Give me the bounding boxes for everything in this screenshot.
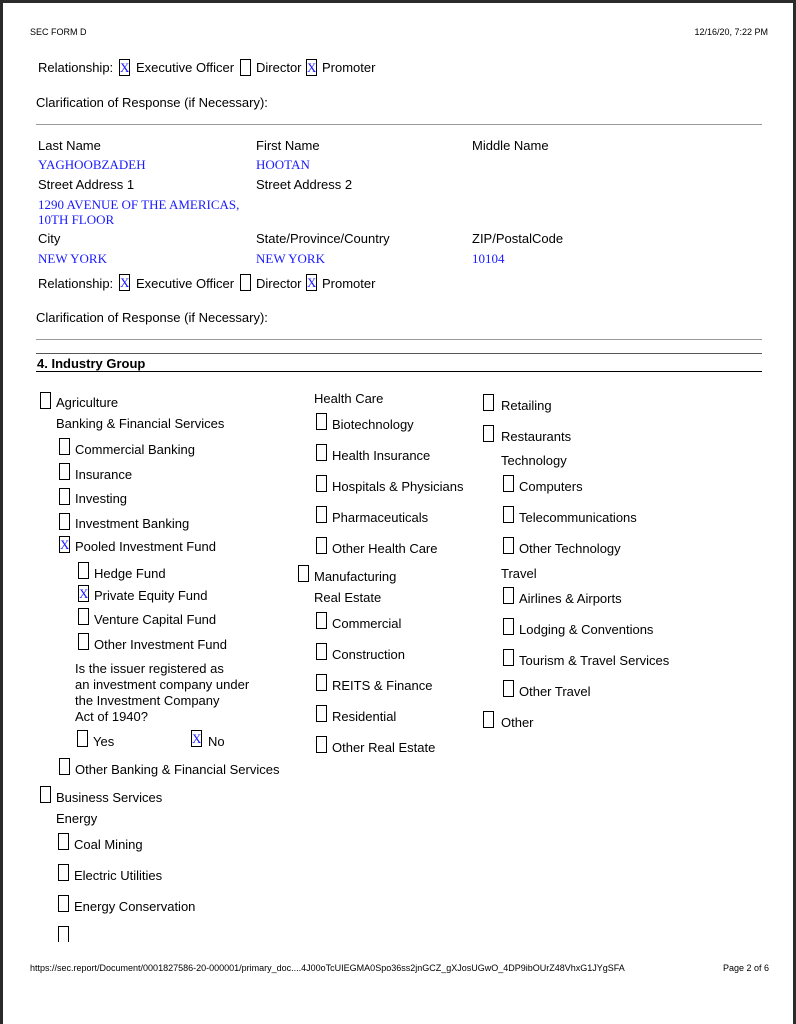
street-address-1-line1: 1290 AVENUE OF THE AMERICAS, bbox=[38, 197, 240, 212]
clarification-label: Clarification of Response (if Necessary): bbox=[36, 95, 268, 110]
no-label: No bbox=[208, 734, 225, 749]
other-health-care-label: Other Health Care bbox=[332, 541, 438, 556]
commercial-checkbox[interactable] bbox=[316, 612, 327, 629]
hedge-fund-label: Hedge Fund bbox=[94, 566, 166, 581]
insurance-checkbox[interactable] bbox=[59, 463, 70, 480]
investing-checkbox[interactable] bbox=[59, 488, 70, 505]
residential-label: Residential bbox=[332, 709, 397, 724]
first-name-label: First Name bbox=[256, 138, 320, 153]
pharmaceuticals-checkbox[interactable] bbox=[316, 506, 327, 523]
residential-checkbox[interactable] bbox=[316, 705, 327, 722]
header-timestamp: 12/16/20, 7:22 PM bbox=[694, 27, 768, 37]
health-insurance-checkbox[interactable] bbox=[316, 444, 327, 461]
relationship-label: Relationship: bbox=[38, 276, 114, 291]
health-insurance-label: Health Insurance bbox=[332, 448, 431, 463]
tourism-travel-label: Tourism & Travel Services bbox=[519, 653, 670, 668]
reits-finance-label: REITS & Finance bbox=[332, 678, 433, 693]
investing-label: Investing bbox=[75, 491, 128, 506]
other-investment-fund-label: Other Investment Fund bbox=[94, 637, 227, 652]
promoter-checkbox[interactable]: X bbox=[307, 60, 317, 75]
restaurants-checkbox[interactable] bbox=[483, 425, 494, 442]
health-care-heading: Health Care bbox=[314, 391, 384, 406]
agriculture-checkbox[interactable] bbox=[40, 392, 51, 409]
promoter-label: Promoter bbox=[322, 276, 376, 291]
manufacturing-label: Manufacturing bbox=[314, 569, 397, 584]
zip-value: 10104 bbox=[472, 251, 505, 266]
insurance-label: Insurance bbox=[75, 467, 133, 482]
investment-company-question: the Investment Company bbox=[75, 693, 220, 708]
executive-officer-label: Executive Officer bbox=[136, 60, 235, 75]
last-name-value: YAGHOOBZADEH bbox=[38, 157, 146, 172]
other-travel-label: Other Travel bbox=[519, 684, 591, 699]
zip-label: ZIP/PostalCode bbox=[472, 231, 564, 246]
investment-banking-checkbox[interactable] bbox=[59, 513, 70, 530]
street-address-1-line2: 10TH FLOOR bbox=[38, 212, 115, 227]
executive-officer-checkbox[interactable]: X bbox=[120, 60, 130, 75]
other-technology-checkbox[interactable] bbox=[503, 537, 514, 554]
energy-heading: Energy bbox=[56, 811, 98, 826]
other-real-estate-label: Other Real Estate bbox=[332, 740, 436, 755]
industry-group-title: 4. Industry Group bbox=[37, 356, 146, 371]
hospitals-physicians-checkbox[interactable] bbox=[316, 475, 327, 492]
tourism-travel-checkbox[interactable] bbox=[503, 649, 514, 666]
coal-mining-checkbox[interactable] bbox=[58, 833, 69, 850]
other-banking-label: Other Banking & Financial Services bbox=[75, 762, 280, 777]
electric-utilities-checkbox[interactable] bbox=[58, 864, 69, 881]
investment-company-question: Is the issuer registered as bbox=[75, 661, 224, 676]
middle-name-label: Middle Name bbox=[472, 138, 549, 153]
yes-checkbox[interactable] bbox=[77, 730, 88, 747]
venture-capital-fund-label: Venture Capital Fund bbox=[94, 612, 217, 627]
director-checkbox[interactable] bbox=[240, 59, 251, 76]
other-checkbox[interactable] bbox=[483, 711, 494, 728]
manufacturing-checkbox[interactable] bbox=[298, 565, 309, 582]
lodging-conventions-checkbox[interactable] bbox=[503, 618, 514, 635]
street-address-2-label: Street Address 2 bbox=[256, 177, 353, 192]
yes-label: Yes bbox=[93, 734, 115, 749]
construction-checkbox[interactable] bbox=[316, 643, 327, 660]
biotechnology-label: Biotechnology bbox=[332, 417, 414, 432]
computers-checkbox[interactable] bbox=[503, 475, 514, 492]
pooled-investment-fund-checkbox[interactable]: X bbox=[60, 537, 70, 552]
computers-label: Computers bbox=[519, 479, 583, 494]
other-investment-fund-checkbox[interactable] bbox=[78, 633, 89, 650]
investment-banking-label: Investment Banking bbox=[75, 516, 190, 531]
pooled-investment-fund-label: Pooled Investment Fund bbox=[75, 539, 216, 554]
commercial-banking-label: Commercial Banking bbox=[75, 442, 195, 457]
telecommunications-label: Telecommunications bbox=[519, 510, 637, 525]
investment-company-question: an investment company under bbox=[75, 677, 250, 692]
director-label: Director bbox=[256, 276, 302, 291]
city-label: City bbox=[38, 231, 61, 246]
real-estate-heading: Real Estate bbox=[314, 590, 382, 605]
airlines-airports-checkbox[interactable] bbox=[503, 587, 514, 604]
other-travel-checkbox[interactable] bbox=[503, 680, 514, 697]
executive-officer-checkbox[interactable]: X bbox=[120, 275, 130, 290]
private-equity-fund-checkbox[interactable]: X bbox=[79, 586, 89, 601]
agriculture-label: Agriculture bbox=[56, 395, 119, 410]
technology-heading: Technology bbox=[501, 453, 567, 468]
no-checkbox[interactable]: X bbox=[192, 731, 202, 746]
retailing-checkbox[interactable] bbox=[483, 394, 494, 411]
footer-page-number: Page 2 of 6 bbox=[722, 963, 769, 973]
other-label: Other bbox=[501, 715, 534, 730]
director-checkbox[interactable] bbox=[240, 274, 251, 291]
commercial-banking-checkbox[interactable] bbox=[59, 438, 70, 455]
city-value: NEW YORK bbox=[38, 251, 107, 266]
section-top-rule bbox=[36, 353, 762, 354]
airlines-airports-label: Airlines & Airports bbox=[519, 591, 622, 606]
last-name-label: Last Name bbox=[38, 138, 101, 153]
energy-conservation-label: Energy Conservation bbox=[74, 899, 196, 914]
electric-utilities-label: Electric Utilities bbox=[74, 868, 163, 883]
director-label: Director bbox=[256, 60, 302, 75]
investment-company-question: Act of 1940? bbox=[75, 709, 148, 724]
other-technology-label: Other Technology bbox=[519, 541, 621, 556]
pharmaceuticals-label: Pharmaceuticals bbox=[332, 510, 429, 525]
divider bbox=[36, 339, 762, 340]
section-bottom-rule bbox=[36, 371, 762, 372]
state-value: NEW YORK bbox=[256, 251, 325, 266]
first-name-value: HOOTAN bbox=[256, 157, 310, 172]
telecommunications-checkbox[interactable] bbox=[503, 506, 514, 523]
clarification-label: Clarification of Response (if Necessary): bbox=[36, 310, 268, 325]
venture-capital-fund-checkbox[interactable] bbox=[78, 608, 89, 625]
hedge-fund-checkbox[interactable] bbox=[78, 562, 89, 579]
reits-finance-checkbox[interactable] bbox=[316, 674, 327, 691]
construction-label: Construction bbox=[332, 647, 405, 662]
street-address-1-label: Street Address 1 bbox=[38, 177, 135, 192]
restaurants-label: Restaurants bbox=[501, 429, 572, 444]
other-banking-checkbox[interactable] bbox=[59, 758, 70, 775]
promoter-checkbox[interactable]: X bbox=[307, 275, 317, 290]
commercial-label: Commercial bbox=[332, 616, 402, 631]
private-equity-fund-label: Private Equity Fund bbox=[94, 588, 208, 603]
business-services-checkbox[interactable] bbox=[40, 786, 51, 803]
divider bbox=[36, 124, 762, 125]
biotechnology-checkbox[interactable] bbox=[316, 413, 327, 430]
hospitals-physicians-label: Hospitals & Physicians bbox=[332, 479, 464, 494]
state-label: State/Province/Country bbox=[256, 231, 390, 246]
other-health-care-checkbox[interactable] bbox=[316, 537, 327, 554]
travel-heading: Travel bbox=[501, 566, 537, 581]
retailing-label: Retailing bbox=[501, 398, 552, 413]
header-form-title: SEC FORM D bbox=[30, 27, 87, 37]
next-item-checkbox[interactable] bbox=[58, 926, 69, 942]
executive-officer-label: Executive Officer bbox=[136, 276, 235, 291]
footer-url[interactable]: https://sec.report/Document/0001827586-20-000001/primary_doc....4J00oTcUIEGMA0Spo36ss2jnGCZ_gXJosUGwO_4DP9ibOUrZ48VhxG1JYgSFA bbox=[30, 963, 625, 973]
other-real-estate-checkbox[interactable] bbox=[316, 736, 327, 753]
coal-mining-label: Coal Mining bbox=[74, 837, 143, 852]
business-services-label: Business Services bbox=[56, 790, 163, 805]
banking-heading: Banking & Financial Services bbox=[56, 416, 225, 431]
relationship-label: Relationship: bbox=[38, 60, 114, 75]
energy-conservation-checkbox[interactable] bbox=[58, 895, 69, 912]
promoter-label: Promoter bbox=[322, 60, 376, 75]
lodging-conventions-label: Lodging & Conventions bbox=[519, 622, 654, 637]
